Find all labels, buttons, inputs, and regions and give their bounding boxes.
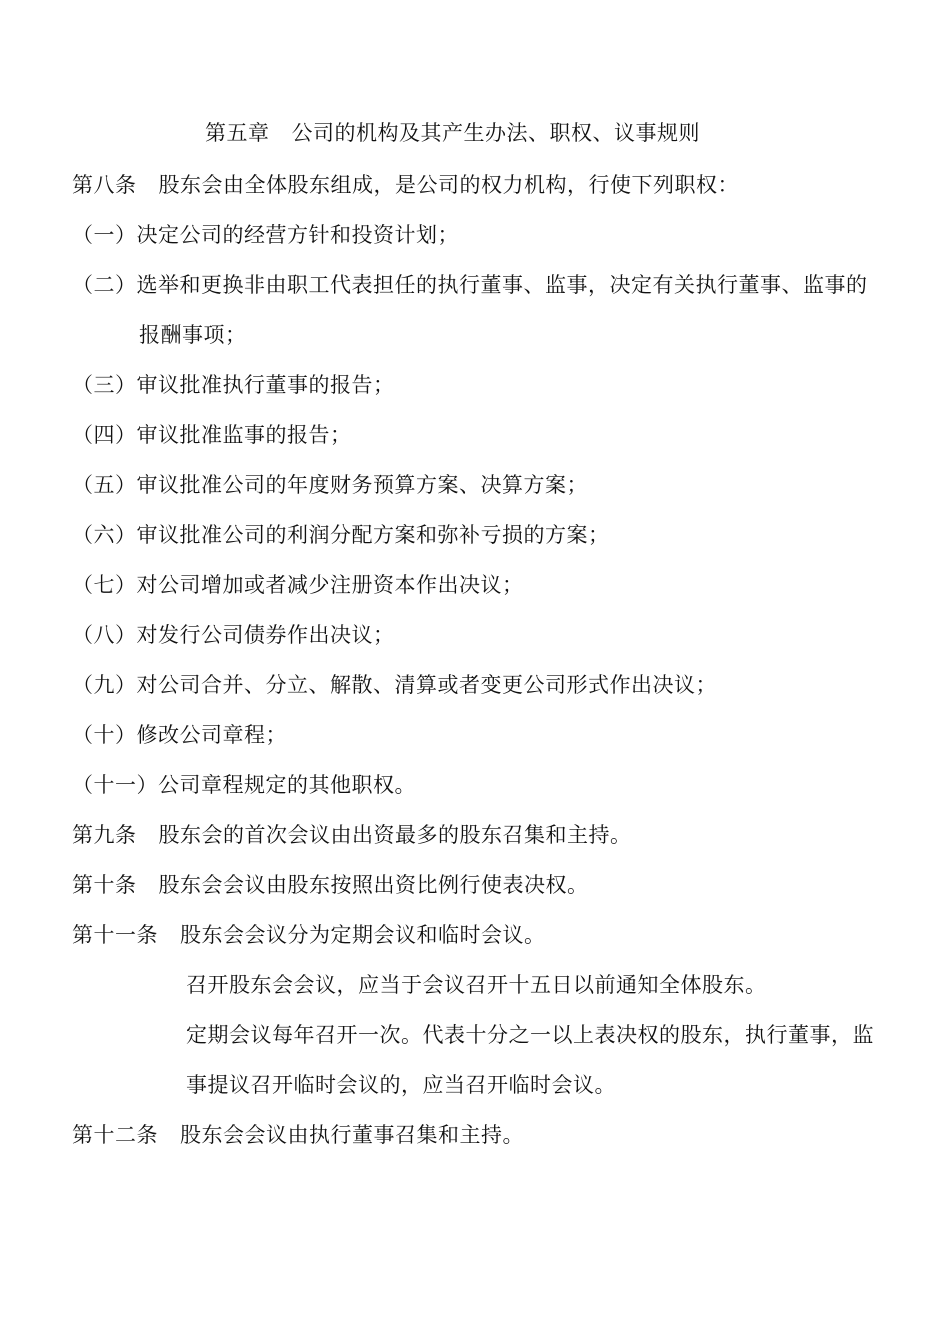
paragraph-text: 召开股东会会议，应当于会议召开十五日以前通知全体股东。 (186, 973, 767, 997)
item-text: 审议批准公司的利润分配方案和弥补亏损的方案； (136, 523, 610, 547)
article-12 (72, 1120, 524, 1150)
article-label: 第九条 (72, 823, 137, 847)
item-number: （九） (72, 673, 137, 697)
item-text: 对发行公司债券作出决议； (136, 623, 395, 647)
article-label: 第十二条 (72, 1123, 158, 1147)
article-9 (72, 820, 632, 850)
article-text: 股东会会议分为定期会议和临时会议。 (180, 923, 546, 947)
item-text: 公司章程规定的其他职权。 (158, 773, 416, 797)
article-8 (72, 170, 739, 200)
item-number: （八） (72, 623, 137, 647)
list-item (72, 570, 524, 600)
article-text: 股东会会议由股东按照出资比例行使表决权。 (158, 873, 589, 897)
article-text: 股东会的首次会议由出资最多的股东召集和主持。 (158, 823, 632, 847)
item-text: 审议批准执行董事的报告； (136, 373, 395, 397)
item-text: 审议批准监事的报告； (136, 423, 352, 447)
list-item (72, 420, 352, 450)
article-11-paragraph (186, 970, 767, 1000)
item-number: （一） (72, 223, 137, 247)
item-text: 修改公司章程； (136, 723, 287, 747)
item-text: 审议批准公司的年度财务预算方案、决算方案； (136, 473, 588, 497)
item-number: （四） (72, 423, 137, 447)
article-label: 第八条 (72, 173, 137, 197)
paragraph-text: 事提议召开临时会议的，应当召开临时会议。 (186, 1073, 616, 1097)
item-number: （五） (72, 473, 137, 497)
item-number: （三） (72, 373, 137, 397)
article-text: 股东会由全体股东组成，是公司的权力机构，行使下列职权： (158, 173, 739, 197)
article-11-paragraph (186, 1020, 874, 1050)
article-text: 股东会会议由执行董事召集和主持。 (180, 1123, 524, 1147)
chapter-heading (205, 118, 700, 148)
item-text: 对公司增加或者减少注册资本作出决议； (136, 573, 524, 597)
article-11 (72, 920, 546, 950)
item-number: （七） (72, 573, 137, 597)
item-text: 报酬事项； (139, 323, 247, 347)
list-item (72, 370, 395, 400)
list-item (72, 470, 588, 500)
list-item (72, 270, 868, 300)
list-item (72, 720, 287, 750)
item-number: （十） (72, 723, 137, 747)
item-number: （十一） (72, 773, 158, 797)
item-text: 决定公司的经营方针和投资计划； (136, 223, 459, 247)
article-label: 第十条 (72, 873, 137, 897)
article-10 (72, 870, 589, 900)
article-label: 第十一条 (72, 923, 158, 947)
paragraph-text: 定期会议每年召开一次。代表十分之一以上表决权的股东，执行董事，监 (186, 1023, 874, 1047)
list-item (72, 770, 416, 800)
article-11-paragraph-continuation (186, 1070, 616, 1100)
chapter-title: 公司的机构及其产生办法、职权、议事规则 (291, 121, 700, 145)
item-number: （二） (72, 273, 137, 297)
list-item (72, 220, 459, 250)
item-text: 选举和更换非由职工代表担任的执行董事、监事，决定有关执行董事、监事的 (136, 273, 868, 297)
item-number: （六） (72, 523, 137, 547)
list-item (72, 620, 395, 650)
item-text: 对公司合并、分立、解散、清算或者变更公司形式作出决议； (136, 673, 717, 697)
list-item-continuation (139, 320, 247, 350)
chapter-number: 第五章 (205, 121, 270, 145)
list-item (72, 670, 717, 700)
list-item (72, 520, 610, 550)
